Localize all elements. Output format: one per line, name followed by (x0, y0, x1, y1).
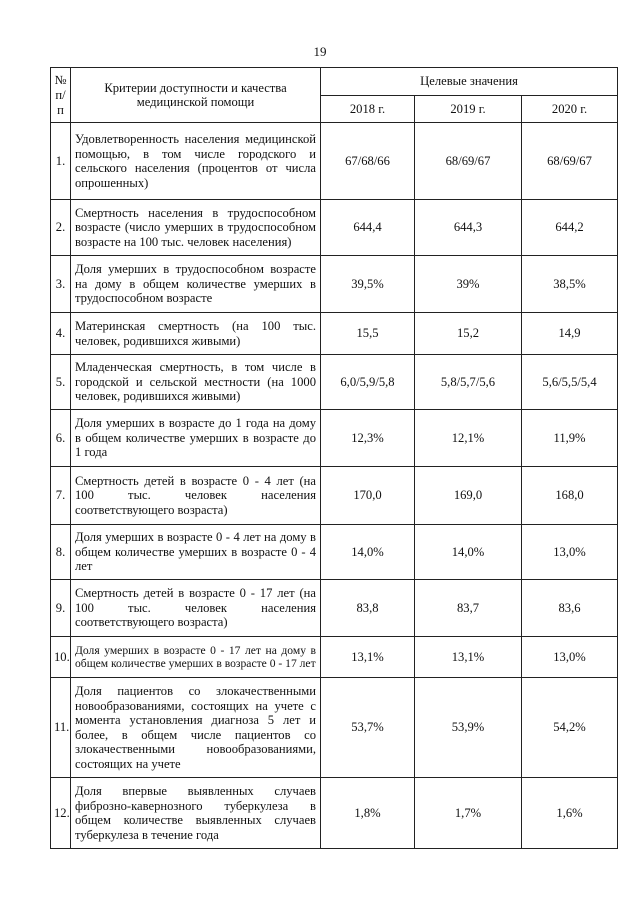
row-number: 1. (51, 123, 71, 200)
row-criterion: Смертность детей в возрасте 0 - 4 лет (на 100 тыс. человек населения соответствующего возраста) (71, 467, 321, 525)
row-number: 10. (51, 637, 71, 678)
value-2020: 5,6/5,5/5,4 (522, 355, 618, 410)
value-2019: 83,7 (415, 580, 522, 637)
value-2018: 15,5 (321, 313, 415, 355)
row-criterion: Доля умерших в возрасте 0 - 17 лет на дому в общем количестве умерших в возрасте 0 - 17 лет (71, 637, 321, 678)
header-year-2018: 2018 г. (321, 96, 415, 123)
value-2018: 67/68/66 (321, 123, 415, 200)
header-criteria: Критерии доступности и качества медицинской помощи (71, 68, 321, 123)
row-number: 2. (51, 200, 71, 256)
table-row (51, 778, 618, 849)
table-row (51, 580, 618, 637)
row-number: 6. (51, 410, 71, 467)
value-2019: 5,8/5,7/5,6 (415, 355, 522, 410)
table-row (51, 525, 618, 580)
table-row (51, 410, 618, 467)
row-number: 4. (51, 313, 71, 355)
header-targets: Целевые значения (321, 68, 618, 96)
value-2020: 644,2 (522, 200, 618, 256)
value-2020: 14,9 (522, 313, 618, 355)
value-2020: 1,6% (522, 778, 618, 849)
header-num: № п/п (51, 68, 71, 123)
row-number: 12. (51, 778, 71, 849)
value-2019: 53,9% (415, 678, 522, 778)
row-criterion: Материнская смертность (на 100 тыс. человек, родившихся живыми) (71, 313, 321, 355)
row-number: 7. (51, 467, 71, 525)
table-row (51, 678, 618, 778)
table-row (51, 313, 618, 355)
value-2020: 168,0 (522, 467, 618, 525)
value-2018: 12,3% (321, 410, 415, 467)
row-number: 5. (51, 355, 71, 410)
value-2019: 14,0% (415, 525, 522, 580)
value-2020: 38,5% (522, 256, 618, 313)
value-2018: 14,0% (321, 525, 415, 580)
value-2020: 13,0% (522, 525, 618, 580)
table-body (51, 123, 618, 849)
row-number: 8. (51, 525, 71, 580)
value-2019: 13,1% (415, 637, 522, 678)
value-2019: 644,3 (415, 200, 522, 256)
row-number: 3. (51, 256, 71, 313)
row-criterion: Смертность населения в трудоспособном возрасте (число умерших в трудоспособном возрасте на 100 тыс. человек населения) (71, 200, 321, 256)
table-row (51, 123, 618, 200)
value-2020: 11,9% (522, 410, 618, 467)
criteria-table (50, 67, 618, 849)
value-2019: 68/69/67 (415, 123, 522, 200)
value-2018: 83,8 (321, 580, 415, 637)
value-2018: 53,7% (321, 678, 415, 778)
value-2019: 1,7% (415, 778, 522, 849)
row-criterion: Смертность детей в возрасте 0 - 17 лет (на 100 тыс. человек населения соответствующего возраста) (71, 580, 321, 637)
row-criterion: Младенческая смертность, в том числе в городской и сельской местности (на 1000 человек, родившихся живыми) (71, 355, 321, 410)
value-2020: 54,2% (522, 678, 618, 778)
row-criterion: Удовлетворенность населения медицинской помощью, в том числе городского и сельского населения (процентов от числа опрошенных) (71, 123, 321, 200)
value-2019: 169,0 (415, 467, 522, 525)
value-2020: 83,6 (522, 580, 618, 637)
value-2018: 644,4 (321, 200, 415, 256)
value-2018: 39,5% (321, 256, 415, 313)
table-row (51, 200, 618, 256)
value-2018: 6,0/5,9/5,8 (321, 355, 415, 410)
value-2020: 68/69/67 (522, 123, 618, 200)
value-2020: 13,0% (522, 637, 618, 678)
value-2019: 12,1% (415, 410, 522, 467)
row-number: 9. (51, 580, 71, 637)
row-number: 11. (51, 678, 71, 778)
value-2019: 15,2 (415, 313, 522, 355)
row-criterion: Доля умерших в трудоспособном возрасте на дому в общем количестве умерших в трудоспособном возрасте (71, 256, 321, 313)
value-2019: 39% (415, 256, 522, 313)
table-row (51, 256, 618, 313)
row-criterion: Доля умерших в возрасте до 1 года на дому в общем количестве умерших в возрасте до 1 года (71, 410, 321, 467)
page-number: 19 (313, 44, 327, 59)
value-2018: 170,0 (321, 467, 415, 525)
table-row (51, 355, 618, 410)
value-2018: 13,1% (321, 637, 415, 678)
table-row (51, 637, 618, 678)
row-criterion: Доля умерших в возрасте 0 - 4 лет на дому в общем количестве умерших в возрасте 0 - 4 лет (71, 525, 321, 580)
table-row (51, 467, 618, 525)
row-criterion: Доля пациентов со злокачественными новообразованиями, состоящих на учете с момента установления диагноза 5 лет и более, в общем числе пациентов со злокачественными новообразованиями, состоящих на учете (71, 678, 321, 778)
value-2018: 1,8% (321, 778, 415, 849)
header-year-2020: 2020 г. (522, 96, 618, 123)
row-criterion: Доля впервые выявленных случаев фиброзно-кавернозного туберкулеза в общем количестве выявленных случаев туберкулеза в течение года (71, 778, 321, 849)
header-year-2019: 2019 г. (415, 96, 522, 123)
